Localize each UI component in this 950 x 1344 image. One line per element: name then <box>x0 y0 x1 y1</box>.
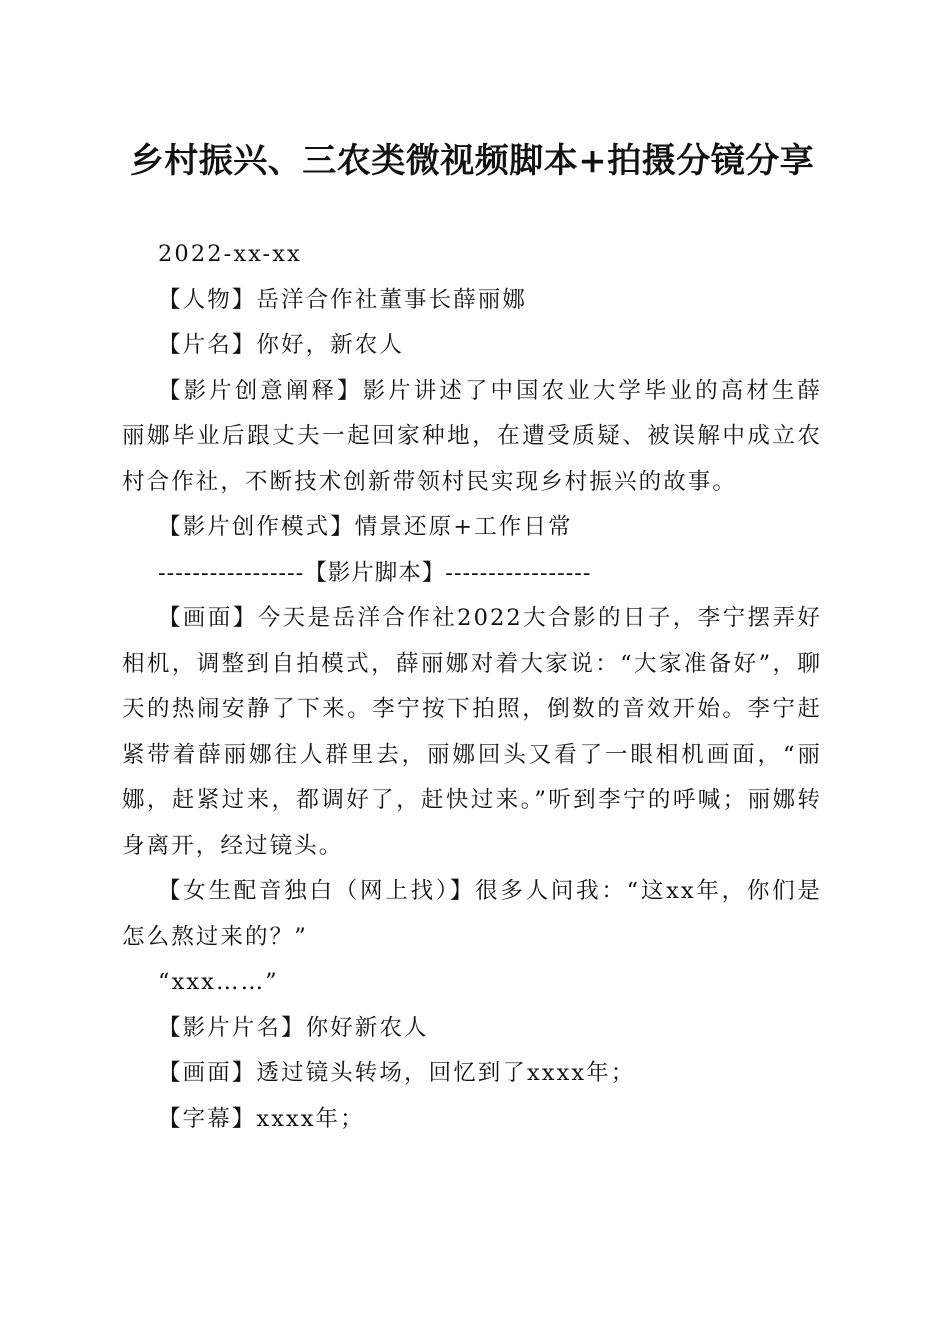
date-line: 2022-xx-xx <box>158 241 302 267</box>
script-divider: -----------------【影片脚本】----------------- <box>158 559 592 586</box>
document-title: 乡村振兴、三农类微视频脚本+拍摄分镜分享 <box>129 141 815 181</box>
quote-line: “xxx……” <box>158 969 279 995</box>
character-line: 【人物】岳洋合作社董事长薛丽娜 <box>158 286 528 313</box>
creative-explanation-paragraph: 【影片创意阐释】影片讲述了中国农业大学毕业的高材生薛丽娜毕业后跟丈夫一起回家种地，在遭受质疑、被误解中成立农村合作社，不断技术创新带领村民实现乡村振兴的故事。 <box>122 377 822 495</box>
document-body <box>122 232 822 1142</box>
film-title-line: 【片名】你好，新农人 <box>158 332 405 358</box>
creation-mode-line: 【影片创作模式】情景还原+工作日常 <box>158 514 573 540</box>
film-name-line: 【影片片名】你好新农人 <box>158 1014 429 1041</box>
caption-line: 【字幕】xxxx年； <box>158 1105 365 1132</box>
transition-scene-line: 【画面】透过镜头转场，回忆到了xxxx年； <box>158 1060 636 1086</box>
scene-paragraph: 【画面】今天是岳洋合作社2022大合影的日子，李宁摆弄好相机，调整到自拍模式，薛丽娜对着大家说：“大家准备好”，聊天的热闹安静了下来。李宁按下拍照，倒数的音效开始。李宁赶紧带着薛丽娜往人群里去，丽娜回头又看了一眼相机画面，“丽娜，赶紧过来，都调好了，赶快过来。”听到李宁的呼喊；丽娜转身离开，经过镜头。 <box>122 605 822 859</box>
voiceover-paragraph: 【女生配音独白（网上找）】很多人问我：“这xx年，你们是怎么熬过来的？” <box>122 878 822 950</box>
